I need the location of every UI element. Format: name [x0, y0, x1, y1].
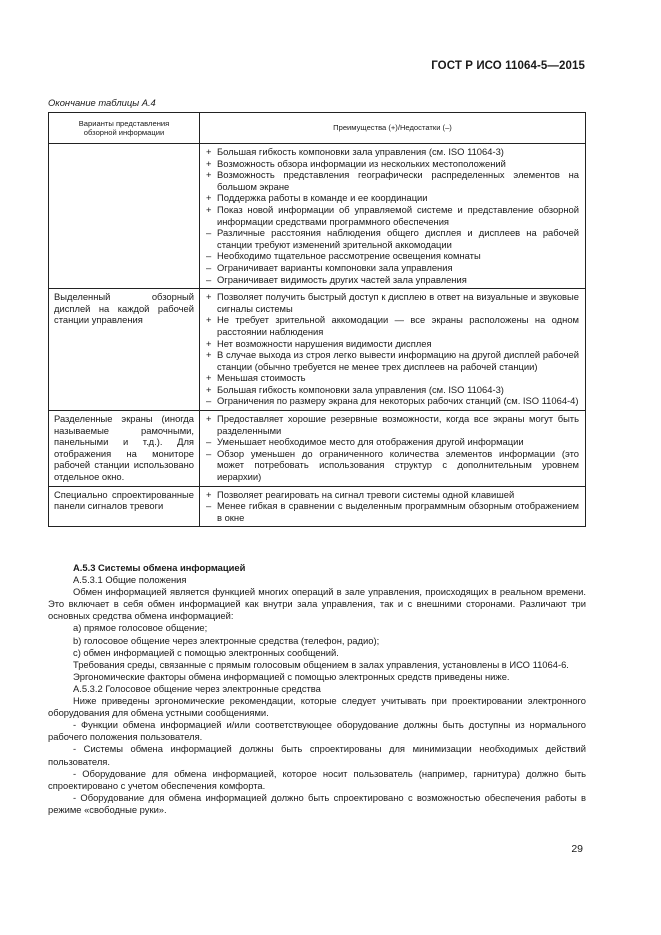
- advantage-item: [206, 413, 579, 436]
- point-text: Необходимо тщательное рассмотрение освещения комнаты: [217, 250, 481, 262]
- recommendation-item: - Функции обмена информацией и/или соответствующее оборудование должны быть доступны из нормального рабочего положения пользователя.: [48, 719, 586, 743]
- table-row: [49, 289, 586, 411]
- sign-marker: –: [206, 273, 212, 285]
- column-header-variants-text: Варианты представления обзорной информации: [78, 118, 170, 137]
- comparison-table: [48, 112, 586, 527]
- subsection-heading-voice: А.5.3.2 Голосовое общение через электронные средства: [73, 682, 321, 694]
- sign-marker: +: [206, 349, 212, 361]
- disadvantage-item: [206, 436, 579, 448]
- table-row: [49, 144, 586, 289]
- disadvantage-item: [206, 395, 579, 407]
- disadvantage-item: [206, 250, 579, 262]
- sign-marker: +: [206, 169, 212, 181]
- pros-cons-cell: [200, 289, 586, 411]
- sign-marker: –: [206, 500, 212, 512]
- advantage-item: [206, 169, 579, 192]
- sign-marker: +: [206, 314, 212, 326]
- standard-code: ГОСТ Р ИСО 11064-5—2015: [431, 60, 585, 72]
- sign-marker: +: [206, 157, 212, 169]
- column-header-variants: [49, 113, 200, 144]
- advantage-item: [206, 384, 579, 396]
- page-number: 29: [571, 843, 583, 855]
- point-text: Поддержка работы в команде и ее координации: [217, 192, 428, 204]
- variant-cell: [49, 486, 200, 527]
- point-text: Меньшая стоимость: [217, 372, 306, 384]
- point-text: Нет возможности нарушения видимости дисплея: [217, 337, 432, 349]
- table-body: [49, 144, 586, 527]
- pros-cons-list: [200, 289, 585, 410]
- section-a-5-3: [48, 562, 586, 816]
- point-text: Предоставляет хорошие резервные возможности, когда все экраны могут быть разделенными: [217, 413, 579, 436]
- advantage-item: [206, 489, 579, 501]
- recommendation-item: - Оборудование для обмена информацией, которое носит пользователь (например, гарнитура) должно быть спроектировано с учетом обеспечения комфорта.: [48, 767, 586, 791]
- advantage-item: [206, 204, 579, 227]
- paragraph: Обмен информацией является функцией многих операций в зале управления, происходящих в реальном времени. Это включает в себя обмен информацией как внутри зала управления, так и с внешними сторонами. Различают три основных средства обмена информацией:: [48, 586, 586, 622]
- sign-marker: –: [206, 227, 212, 239]
- point-text: Ограничения по размеру экрана для некоторых рабочих станций (см. ISO 11064-4): [217, 395, 579, 407]
- list-item-a: a) прямое голосовое общение;: [73, 622, 208, 634]
- subsection-heading-general: А.5.3.1 Общие положения: [73, 574, 187, 586]
- pros-cons-cell: [200, 144, 586, 289]
- sign-marker: –: [206, 447, 212, 459]
- sign-marker: +: [206, 192, 212, 204]
- paragraph: Требования среды, связанные с прямым голосовым общением в залах управления, установлены в ИСО 11064-6.: [73, 658, 569, 670]
- pros-cons-list: [200, 144, 585, 288]
- point-text: Большая гибкость компоновки зала управления (см. ISO 11064-3): [217, 146, 504, 157]
- disadvantage-item: [206, 227, 579, 250]
- sign-marker: +: [206, 203, 212, 215]
- table-row: [49, 486, 586, 527]
- point-text: Уменьшает необходимое место для отображения другой информации: [217, 436, 524, 448]
- sign-marker: +: [206, 413, 212, 425]
- point-text: Показ новой информации об управляемой системе и представление обзорной информации средствами программного обеспечения: [217, 203, 579, 227]
- pros-cons-list: [200, 487, 585, 527]
- paragraph: Эргономические факторы обмена информацией с помощью электронных средств приведены ниже.: [73, 670, 510, 682]
- sign-marker: –: [206, 250, 212, 262]
- list-item-c: c) обмен информацией с помощью электронных сообщений.: [73, 646, 339, 658]
- sign-marker: +: [206, 146, 212, 157]
- advantage-item: [206, 291, 579, 314]
- variant-text: [49, 144, 199, 149]
- point-text: В случае выхода из строя легко вывести информацию на другой дисплей рабочей станции (обычно требуется не менее трех дисплеев на рабочей станции): [217, 349, 579, 372]
- point-text: Большая гибкость компоновки зала управления (см. ISO 11064-3): [217, 383, 504, 395]
- table-header-row: [49, 113, 586, 144]
- point-text: Ограничивает варианты компоновки зала управления: [217, 261, 453, 273]
- disadvantage-item: [206, 448, 579, 483]
- advantage-item: [206, 372, 579, 384]
- section-heading: А.5.3 Системы обмена информацией: [73, 562, 246, 573]
- disadvantage-item: [206, 274, 579, 286]
- advantage-item: [206, 146, 579, 158]
- table-row: [49, 411, 586, 487]
- sign-marker: –: [206, 436, 212, 448]
- variant-text: Разделенные экраны (иногда называемые рамочными, панельными и т.д.). Для отображения на мониторе рабочей станции использовано отдельное окно.: [54, 413, 194, 483]
- pros-cons-list: [200, 411, 585, 486]
- disadvantage-item: [206, 262, 579, 274]
- variant-text: Специально спроектированные панели сигналов тревоги: [54, 488, 194, 512]
- point-text: Ограничивает видимость других частей зала управления: [217, 273, 467, 285]
- pros-cons-cell: [200, 486, 586, 527]
- variant-cell: [49, 289, 200, 411]
- sign-marker: –: [206, 261, 212, 273]
- point-text: Различные расстояния наблюдения общего дисплея и дисплеев на рабочей станции требуют изменений зрительной аккомодации: [217, 227, 579, 250]
- point-text: Позволяет реагировать на сигнал тревоги системы одной клавишей: [217, 488, 515, 500]
- disadvantage-item: [206, 500, 579, 523]
- pros-cons-cell: [200, 411, 586, 487]
- advantage-item: [206, 158, 579, 170]
- advantage-item: [206, 338, 579, 350]
- sign-marker: –: [206, 395, 212, 407]
- advantage-item: [206, 314, 579, 337]
- table-caption: Окончание таблицы А.4: [48, 97, 156, 108]
- list-item-b: b) голосовое общение через электронные средства (телефон, радио);: [73, 634, 380, 646]
- paragraph: Ниже приведены эргономические рекомендации, которые следует учитывать при проектировании электронного оборудования для обмена устными сообщениями.: [48, 695, 586, 719]
- column-header-pros-cons: Преимущества (+)/Недостатки (–): [200, 113, 586, 144]
- sign-marker: +: [206, 291, 212, 303]
- recommendation-item: - Системы обмена информацией должны быть спроектированы для минимизации необходимых действий пользователя.: [48, 743, 586, 767]
- recommendation-item: - Оборудование для обмена информацией должно быть спроектировано с возможностью обеспечения работы в режиме «свободные руки».: [48, 791, 586, 815]
- point-text: Обзор уменьшен до ограниченного количества элементов информации (это может потребовать использования структур с дополнительным уровнем иерархии): [217, 447, 579, 483]
- sign-marker: +: [206, 488, 212, 500]
- variant-text: Выделенный обзорный дисплей на каждой рабочей станции управления: [54, 291, 194, 326]
- advantage-item: [206, 192, 579, 204]
- point-text: Не требует зрительной аккомодации — все экраны расположены на одном расстоянии наблюдения: [217, 314, 579, 337]
- point-text: Возможность представления географически распределенных элементов на большом экране: [217, 169, 579, 192]
- sign-marker: +: [206, 372, 212, 384]
- variant-cell: [49, 411, 200, 487]
- point-text: Позволяет получить быстрый доступ к дисплею в ответ на визуальные и звуковые сигналы системы: [217, 291, 579, 314]
- advantage-item: [206, 349, 579, 372]
- sign-marker: +: [206, 383, 212, 395]
- variant-cell: [49, 144, 200, 289]
- point-text: Возможность обзора информации из нескольких местоположений: [217, 157, 506, 169]
- sign-marker: +: [206, 337, 212, 349]
- point-text: Менее гибкая в сравнении с выделенным программным обзорным отображением в окне: [217, 500, 579, 523]
